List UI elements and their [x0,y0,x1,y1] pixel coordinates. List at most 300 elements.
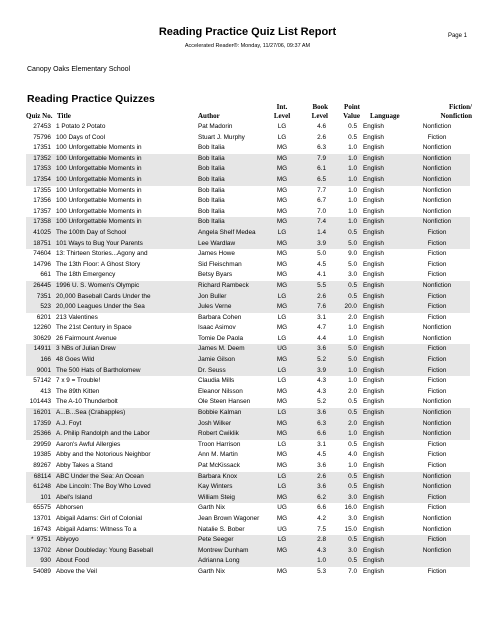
point-value: 0.5 [348,483,357,491]
language: English [363,271,384,279]
fiction-type: Fiction [427,292,447,300]
language: English [363,260,384,268]
book-level: 4.3 [317,387,326,395]
language: English [363,292,384,300]
interest-level: MG [276,186,288,194]
interest-level: LG [277,366,287,374]
book-title: 7 x 9 = Trouble! [56,377,101,385]
interest-level: MG [276,419,288,427]
book-author: Robert Cwiklik [198,430,239,438]
table-row [26,408,470,419]
quiz-number: 17353 [33,165,51,173]
fiction-type: Fiction [427,567,447,575]
book-title: 213 Valentines [56,313,98,321]
report-title: Reading Practice Quiz List Report [158,26,337,38]
table-row [26,334,470,345]
point-value: 1.0 [348,165,357,173]
language: English [363,175,384,183]
book-level: 2.6 [317,472,326,480]
quiz-number: 57142 [33,377,51,385]
fiction-type: Nonfiction [422,123,452,130]
book-author: Bobbie Kalman [198,409,242,417]
fiction-type: Nonfiction [422,165,452,173]
fiction-type: Nonfiction [422,154,452,162]
fiction-type: Fiction [427,271,447,279]
point-value: 2.0 [348,387,357,395]
point-value: 1.0 [348,186,357,194]
book-level: 5.0 [317,250,326,258]
book-level: 6.7 [317,197,326,205]
language: English [363,313,384,321]
point-value-line-1: Point [344,103,360,111]
book-level: 5.2 [317,398,326,406]
point-value: 1.0 [348,377,357,385]
book-title: 100 Unforgettable Moments in [56,144,142,152]
quiz-number: 16743 [33,525,51,533]
fiction-line-1: Fiction/ [449,103,472,111]
column-header-author: Author [198,112,220,120]
point-value: 9.0 [348,250,357,258]
quiz-number: 17351 [33,144,51,152]
table-row [26,217,470,228]
book-level: 4.6 [317,123,326,130]
book-author: Montrew Dunham [198,546,249,554]
point-value: 2.0 [348,419,357,427]
book-author: Pat Madorin [198,123,233,130]
book-level: 4.4 [317,334,326,342]
book-author: William Steig [198,493,235,501]
fiction-type: Fiction [427,228,447,236]
fiction-type: Nonfiction [422,197,452,205]
quiz-number: 17354 [33,175,51,183]
book-author: Kay Winters [198,483,233,491]
table-row [26,175,470,186]
book-title: 20,000 Leagues Under the Sea [56,303,145,311]
book-author: Bob Italia [198,154,225,162]
quiz-number: 14911 [33,345,51,353]
quiz-number: 9751 [36,536,51,544]
book-author: Ann M. Martin [198,451,238,459]
interest-level: UG [277,345,287,353]
book-title: The 89th Kitten [56,387,100,395]
quiz-number: 9001 [36,366,51,374]
table-row [26,143,470,154]
book-author: Jon Buller [198,292,227,300]
language: English [363,228,384,236]
book-level: 4.3 [317,546,326,554]
point-value-line-2: Value [343,112,360,120]
book-title: Above the Veil [56,567,97,575]
book-author: Barbara Knox [198,472,238,480]
table-row [26,355,470,366]
quiz-number: 523 [40,303,51,311]
fiction-type: Nonfiction [422,525,452,533]
quiz-number: 16201 [33,409,51,417]
point-value: 0.5 [348,398,357,406]
table-row [26,239,470,250]
section-title: Reading Practice Quizzes [27,93,155,105]
point-value: 1.0 [348,154,357,162]
point-value: 1.0 [348,334,357,342]
interest-level: MG [276,207,288,215]
interest-level: LG [277,123,287,130]
quiz-number: 101443 [29,398,51,406]
book-level: 4.1 [317,271,326,279]
fiction-type: Fiction [427,356,447,364]
quiz-number: 17352 [33,154,51,162]
quiz-number: 41025 [33,228,51,236]
column-header-point-value [334,103,360,121]
book-level: 3.6 [317,345,326,353]
language: English [363,154,384,162]
point-value: 3.0 [348,271,357,279]
book-title: A. Philip Randolph and the Labor [56,430,150,438]
fiction-type: Nonfiction [422,514,452,522]
interest-level: MG [276,197,288,205]
quiz-number: 101 [40,493,51,501]
point-value: 1.0 [348,197,357,205]
interest-level: LG [277,228,287,236]
table-row [26,260,470,271]
book-author: Natalie S. Bober [198,525,245,533]
book-title: ABC Under the Sea: An Ocean [56,472,144,480]
book-title: 100 Days of Cool [56,133,106,141]
table-row [26,313,470,324]
table-row [26,366,470,377]
book-author: Isaac Asimov [198,324,236,332]
fiction-type: Fiction [427,303,447,311]
point-value: 7.0 [348,567,357,575]
interest-level: MG [276,493,288,501]
fiction-type: Nonfiction [422,483,452,491]
book-title: 101 Ways to Bug Your Parents [56,239,143,247]
language: English [363,377,384,385]
fiction-type: Nonfiction [422,144,452,152]
book-title: Abigail Adams: Girl of Colonial [56,514,142,522]
interest-level: MG [276,462,288,469]
language: English [363,546,384,554]
book-author: Jules Verne [198,303,232,311]
quiz-number: 17358 [33,218,51,226]
point-value: 16.0 [344,504,357,512]
point-value: 0.5 [348,292,357,300]
language: English [363,451,384,459]
point-value: 0.5 [348,409,357,417]
point-value: 1.0 [348,175,357,183]
book-level: 3.6 [317,462,326,469]
fiction-type: Fiction [427,345,447,353]
language: English [363,334,384,342]
column-header-int-level [269,103,295,121]
book-level: 7.6 [317,303,326,311]
table-row [26,567,470,578]
interest-level: MG [276,546,288,554]
table-row [26,323,470,334]
fiction-type: Fiction [427,504,447,512]
fiction-type: Fiction [427,493,447,501]
point-value: 5.0 [348,239,357,247]
quiz-number: 13701 [33,514,51,522]
book-title: The 100th Day of School [56,228,127,236]
book-level: 3.6 [317,483,326,491]
interest-level: MG [276,281,288,289]
fiction-type: Fiction [427,451,447,459]
quiz-number: 30629 [33,334,51,342]
book-author: Garth Nix [198,504,225,512]
interest-level: MG [276,218,288,226]
table-row [26,270,470,281]
book-author: Bob Italia [198,207,225,215]
table-row [26,461,470,472]
fiction-type: Fiction [427,313,447,321]
interest-level: MG [276,239,288,247]
book-level: 2.6 [317,292,326,300]
table-row [26,440,470,451]
book-level: 5.2 [317,356,326,364]
interest-level: LG [277,313,287,321]
fiction-type: Nonfiction [422,186,452,194]
book-author: Troon Harrison [198,440,241,448]
fiction-type: Nonfiction [422,409,452,417]
point-value: 4.0 [348,451,357,459]
fiction-type: Fiction [427,440,447,448]
quiz-number: 75796 [33,133,51,141]
book-level-line-1: Book [312,103,328,111]
book-author: Pete Seeger [198,536,234,544]
fiction-type: Nonfiction [422,334,452,342]
quiz-number: 166 [40,356,51,364]
language: English [363,398,384,406]
book-title: Abby and the Notorious Neighbor [56,451,151,459]
interest-level: LG [277,292,287,300]
fiction-type: Fiction [427,133,447,141]
table-row [26,249,470,260]
fiction-type: Nonfiction [422,207,452,215]
book-author: Tomie De Paola [198,334,244,342]
quiz-number: 89267 [33,462,51,469]
point-value: 0.5 [348,472,357,480]
table-row [26,387,470,398]
language: English [363,567,384,575]
book-level: 7.0 [317,207,326,215]
language: English [363,165,384,173]
interest-level: MG [276,387,288,395]
interest-level: MG [276,303,288,311]
book-title: The A-10 Thunderbolt [56,398,118,406]
book-author: Bob Italia [198,186,225,194]
book-level: 3.6 [317,409,326,417]
language: English [363,504,384,512]
book-title: 1 Potato 2 Potato [56,123,106,130]
book-author: Adrianna Long [198,557,240,565]
point-value: 5.0 [348,260,357,268]
quiz-number: 25366 [33,430,51,438]
table-row [26,302,470,313]
language: English [363,419,384,427]
book-title: 100 Unforgettable Moments in [56,175,142,183]
school-name: Canopy Oaks Elementary School [27,66,131,73]
language: English [363,207,384,215]
language: English [363,462,384,469]
language: English [363,493,384,501]
language: English [363,557,384,565]
book-author: Betsy Byars [198,271,233,279]
book-title: The 13th Floor: A Ghost Story [56,260,141,268]
interest-level: LG [277,440,287,448]
book-author: Bob Italia [198,197,225,205]
book-author: Ole Steen Hansen [198,398,251,406]
book-title: 20,000 Baseball Cards Under the [56,292,151,300]
book-title: Abhorsen [56,504,84,512]
language: English [363,218,384,226]
interest-level: MG [276,144,288,152]
interest-level: LG [277,133,287,141]
interest-level: MG [276,175,288,183]
quiz-number: 17357 [33,207,51,215]
book-author: Barbara Cohen [198,313,242,321]
fiction-type: Fiction [427,377,447,385]
language: English [363,536,384,544]
book-author: Sid Fleischman [198,260,242,268]
point-value: 5.0 [348,356,357,364]
book-level: 6.3 [317,144,326,152]
book-level: 3.9 [317,366,326,374]
book-title: Abe Lincoln: The Boy Who Loved [56,483,151,491]
book-level: 4.7 [317,324,326,332]
table-row [26,525,470,536]
int-level-line-1: Int. [276,103,288,111]
table-row [26,164,470,175]
quiz-number: 17356 [33,197,51,205]
book-author: Garth Nix [198,567,225,575]
fiction-type: Fiction [427,239,447,247]
table-row [26,133,470,144]
interest-level: MG [276,271,288,279]
interest-level: MG [276,154,288,162]
report-subtitle: Accelerated Reader®: Monday, 11/27/06, 09:37 AM [184,43,311,49]
interest-level: MG [276,514,288,522]
star-marker: * [31,536,34,544]
language: English [363,281,384,289]
table-row [26,376,470,387]
book-author: Claudia Mills [198,377,235,385]
book-author: Dr. Seuss [198,366,226,374]
point-value: 3.0 [348,546,357,554]
table-row [26,228,470,239]
point-value: 0.5 [348,281,357,289]
language: English [363,324,384,332]
language: English [363,409,384,417]
fiction-line-2: Nonfiction [440,112,472,120]
quiz-number: 26445 [33,281,51,289]
book-level: 4.3 [317,377,326,385]
book-author: Eleanor Nilsson [198,387,243,395]
quiz-number: 6201 [36,313,51,321]
book-title: A.J. Foyt [56,419,82,427]
table-row [26,429,470,440]
point-value: 1.0 [348,366,357,374]
book-title: 13: Thirteen Stories...Agony and [56,250,148,258]
fiction-type: Nonfiction [422,398,452,406]
language: English [363,144,384,152]
page-number: Page 1 [447,33,467,39]
table-row [26,556,470,567]
quiz-number: 7351 [36,292,51,300]
interest-level: LG [277,472,287,480]
language: English [363,197,384,205]
point-value: 1.0 [348,144,357,152]
fiction-type: Fiction [427,387,447,395]
quiz-number: 661 [40,271,51,279]
book-title: 1996 U. S. Women's Olympic [56,281,140,289]
language: English [363,133,384,141]
quiz-number: 19385 [33,451,51,459]
column-header-fiction [420,103,472,121]
book-title: Aaron's Awful Allergies [56,440,121,448]
interest-level: MG [276,567,288,575]
column-header-book-level [304,103,328,121]
table-row [26,154,470,165]
point-value: 2.0 [348,313,357,321]
language: English [363,186,384,194]
point-value: 20.0 [344,303,357,311]
point-value: 0.5 [348,536,357,544]
table-row [26,122,470,133]
point-value: 5.0 [348,345,357,353]
book-title: Abby Takes a Stand [56,462,113,469]
fiction-type: Fiction [427,260,447,268]
book-level: 6.2 [317,493,326,501]
book-level: 7.4 [317,218,326,226]
fiction-type: Fiction [427,536,447,544]
book-author: Bob Italia [198,165,225,173]
interest-level: LG [277,483,287,491]
book-level: 4.2 [317,514,326,522]
book-title: The 21st Century in Space [56,324,132,332]
book-level: 6.3 [317,419,326,427]
book-title: Abner Doubleday: Young Baseball [56,546,154,554]
book-author: Bob Italia [198,175,225,183]
book-title: 3 NBs of Julian Drew [56,345,116,353]
point-value: 0.5 [348,557,357,565]
book-author: Pat McKissack [198,462,240,469]
interest-level: MG [276,260,288,268]
book-title: 100 Unforgettable Moments in [56,165,142,173]
language: English [363,303,384,311]
language: English [363,472,384,480]
column-header-title: Title [57,112,71,120]
book-author: Bob Italia [198,218,225,226]
point-value: 0.5 [348,123,357,130]
book-level-line-2: Level [311,112,328,120]
table-row [26,207,470,218]
book-title: Abel's Island [56,493,93,501]
book-level: 7.7 [317,186,326,194]
point-value: 0.5 [348,133,357,141]
language: English [363,356,384,364]
book-author: Angela Shelf Medea [198,228,256,236]
interest-level: LG [277,536,287,544]
interest-level: LG [277,409,287,417]
book-author: Bob Italia [198,144,225,152]
quiz-number: 930 [40,557,51,565]
book-author: Richard Rambeck [198,281,249,289]
book-title: 100 Unforgettable Moments in [56,186,142,194]
quiz-number: 413 [40,387,51,395]
book-level: 1.4 [317,228,326,236]
book-level: 4.5 [317,451,326,459]
book-title: 100 Unforgettable Moments in [56,197,142,205]
